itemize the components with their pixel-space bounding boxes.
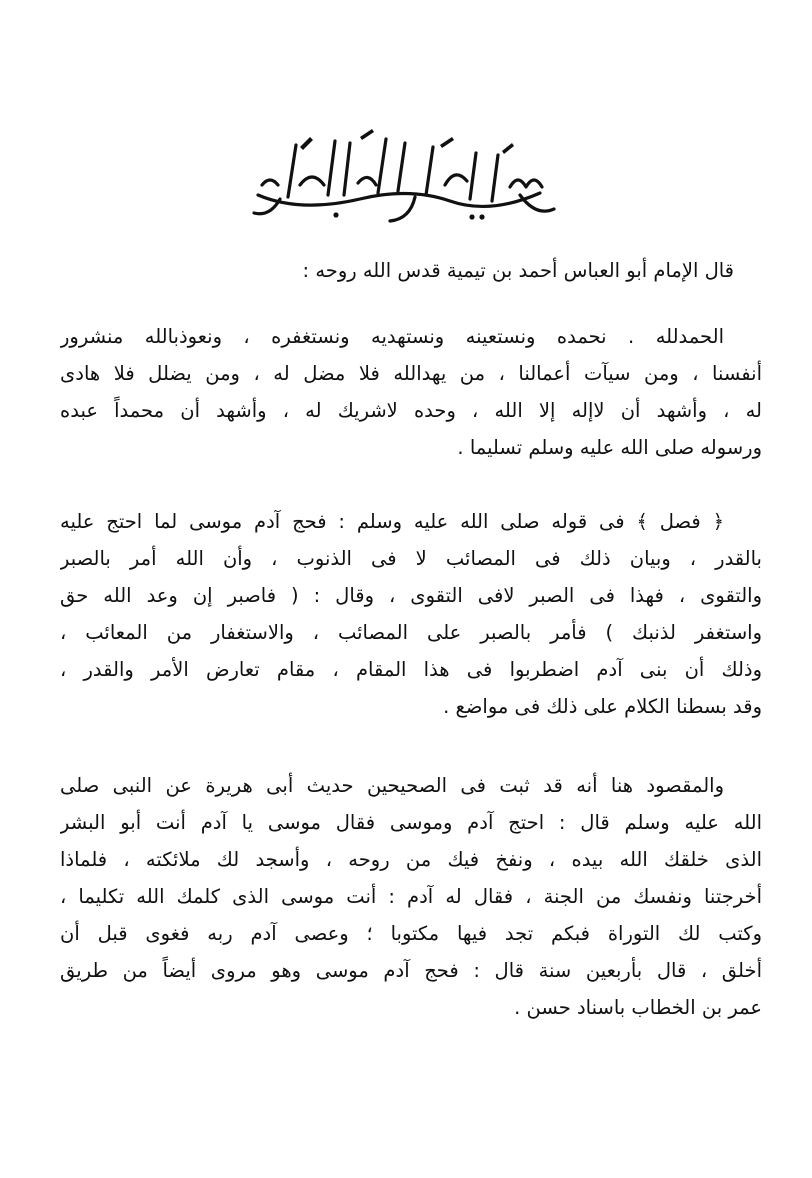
intro-text: قال الإمام أبو العباس أحمد بن تيمية قدس الله روحه :	[302, 259, 734, 282]
paragraph-2	[60, 503, 762, 725]
basmala-calligraphy	[240, 125, 560, 225]
paragraph-3	[60, 767, 762, 1026]
paragraph-line: والتقوى ، فهذا فى الصبر لافى التقوى ، وقال : ( فاصبر إن وعد الله حق	[60, 584, 762, 607]
paragraph-line: أخلق ، قال بأربعين سنة قال : فحج آدم موسى وهو مروى أيضاً من طريق	[60, 959, 762, 982]
paragraph-line: وقد بسطنا الكلام على ذلك فى مواضع .	[443, 695, 762, 718]
paragraph-line: بالقدر ، وبيان ذلك فى المصائب لا فى الذنوب ، وأن الله أمر بالصبر	[60, 547, 762, 570]
paragraph-line: أخرجتنا ونفسك من الجنة ، فقال له آدم : أنت موسى الذى كلمك الله تكليما ،	[60, 885, 762, 908]
paragraph-line: وذلك أن بنى آدم اضطربوا فى هذا المقام ، مقام تعارض الأمر والقدر ،	[60, 658, 762, 681]
paragraph-line: عمر بن الخطاب باسناد حسن .	[514, 996, 762, 1019]
paragraph-line: أنفسنا ، ومن سيآت أعمالنا ، من يهدالله فلا مضل له ، ومن يضلل فلا هادى	[60, 362, 762, 385]
paragraph-line: الله عليه وسلم قال : احتج آدم وموسى فقال موسى يا آدم أنت أبو البشر	[60, 811, 762, 834]
paragraph-line: ورسوله صلى الله عليه وسلم تسليما .	[457, 436, 762, 459]
paragraph-line: له ، وأشهد أن لاإله إلا الله ، وحده لاشريك له ، وأشهد أن محمداً عبده	[60, 399, 762, 422]
paragraph-1	[60, 318, 762, 466]
paragraph-line: والمقصود هنا أنه قد ثبت فى الصحيحين حديث أبى هريرة عن النبى صلى	[60, 774, 724, 797]
paragraph-line: وكتب لك التوراة فبكم تجد فيها مكتوبا ؛ وعصى آدم ربه فغوى قبل أن	[60, 922, 762, 945]
basmala-calligraphy-drawing	[240, 125, 560, 225]
intro-line	[303, 252, 734, 289]
paragraph-line: واستغفر لذنبك ) فأمر بالصبر على المصائب ، والاستغفار من المعائب ،	[60, 621, 762, 644]
paragraph-line: الذى خلقك الله بيده ، ونفخ فيك من روحه ، وأسجد لك ملائكته ، فلماذا	[60, 848, 762, 871]
paragraph-line: الحمدلله . نحمده ونستعينه ونستهديه ونستغفره ، ونعوذبالله منشرور	[60, 325, 724, 348]
paragraph-line: ﴿ فصل ﴾ فى قوله صلى الله عليه وسلم : فحج آدم موسى لما احتج عليه	[60, 510, 724, 533]
